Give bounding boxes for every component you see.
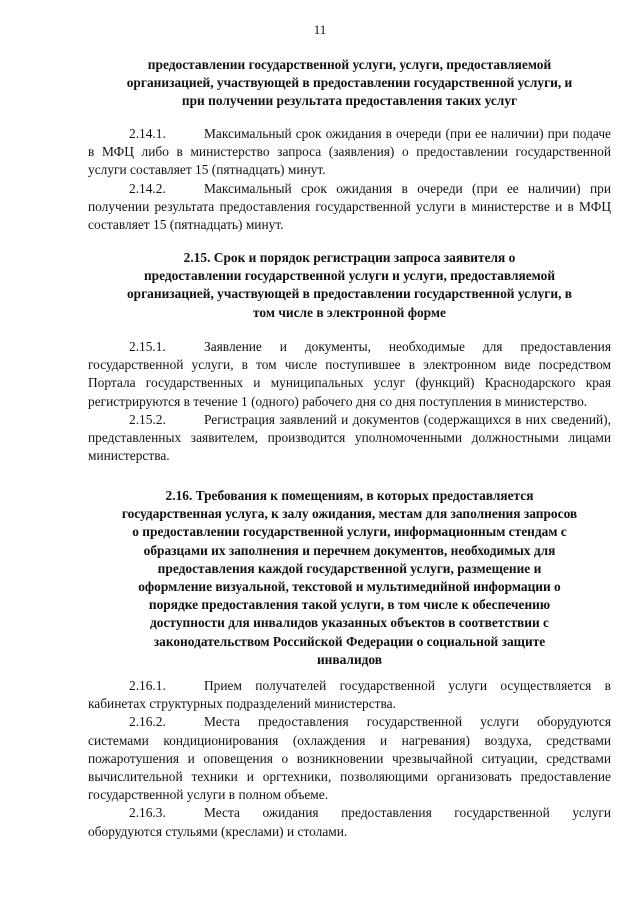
paragraph-number: 2.15.2. xyxy=(129,411,166,427)
paragraph-group-2-14 xyxy=(88,125,611,234)
paragraph-2-16-3 xyxy=(88,804,611,840)
heading-line: оформление визуальной, текстовой и мультимедийной информации о xyxy=(138,579,561,595)
paragraph-2-15-2 xyxy=(88,411,611,466)
heading-line: государственная услуга, к залу ожидания, местам для заполнения запросов xyxy=(121,506,578,522)
paragraph-number: 2.15.1. xyxy=(129,339,166,354)
paragraph-text: Места предоставления государственной услуги оборудуются системами кондиционирования (охлаждения и нагревания) воздуха, средствами пожаротушения и оповещения о возникновении чрезвычайной ситуации, средствами вычислительной техники и оргтехники, позволяющими организовать предоставление государственной услуги в полном объеме. xyxy=(88,714,611,803)
heading-line: предоставления каждой государственной услуги, размещение и xyxy=(157,560,542,576)
heading-line: образцами их заполнения и перечнем документов, необходимых для xyxy=(143,542,556,558)
heading-line: доступности для инвалидов указанных объектов в соответствии с xyxy=(150,615,549,631)
page-number: 11 xyxy=(313,22,327,37)
paragraph-text: Максимальный срок ожидания в очереди (при ее наличии) при подаче в МФЦ либо в министерство запроса (заявления) о предоставлении государственной услуги составляет 15 (пятнадцать) минут. xyxy=(88,126,611,178)
paragraph-text: Заявление и документы, необходимые для предоставления государственной услуги, в том числе поступившее в электронном виде посредством Портала государственных и муниципальных услуг (функций) Краснодарского края регистрируются в течение 1 (одного) рабочего дня со дня поступления в министерство. xyxy=(88,339,611,409)
heading-line: 2.16. Требования к помещениям, в которых предоставляется xyxy=(165,488,534,503)
heading-line: порядке предоставления такой услуги, в том числе к обеспечению xyxy=(148,597,551,613)
paragraph-number: 2.16.1. xyxy=(129,678,166,693)
paragraph-number: 2.14.1. xyxy=(129,126,166,141)
section-heading-2-16 xyxy=(88,487,611,669)
paragraph-group-2-15 xyxy=(88,338,611,465)
section-heading-2-15 xyxy=(88,249,611,322)
paragraph-2-15-1 xyxy=(88,338,611,411)
heading-line: предоставлении государственной услуги, услуги, предоставляемой xyxy=(147,57,552,72)
heading-line: организацией, участвующей в предоставлении государственной услуги, в xyxy=(126,286,573,302)
heading-line: при получении результата предоставления таких услуг xyxy=(181,93,518,109)
section-heading-2-14-continuation xyxy=(88,56,611,111)
paragraph-text: Места ожидания предоставления государственной услуги оборудуются стульями (креслами) и столами. xyxy=(88,805,611,839)
paragraph-2-14-2 xyxy=(88,180,611,235)
paragraph-2-16-2 xyxy=(88,713,611,804)
paragraph-number: 2.16.3. xyxy=(129,805,166,821)
heading-line: инвалидов xyxy=(316,651,383,667)
heading-line: 2.15. Срок и порядок регистрации запроса заявителя о xyxy=(183,250,516,265)
paragraph-2-14-1 xyxy=(88,125,611,180)
paragraph-number: 2.16.2. xyxy=(129,714,166,730)
paragraph-text: Регистрация заявлений и документов (содержащихся в них сведений), представленных заявителем, производится уполномоченными должностными лицами министерства. xyxy=(88,411,611,464)
heading-line: организацией, участвующей в предоставлении государственной услуги, и xyxy=(126,75,573,91)
paragraph-text: Максимальный срок ожидания в очереди (при ее наличии) при получении результата предоставления государственной услуги в министерстве и в МФЦ составляет 15 (пятнадцать) минут. xyxy=(88,180,611,233)
heading-line: законодательством Российской Федерации о социальной защите xyxy=(153,633,546,649)
paragraph-group-2-16 xyxy=(88,677,611,841)
paragraph-2-16-1 xyxy=(88,677,611,713)
heading-line: предоставлении государственной услуги и услуги, предоставляемой xyxy=(143,268,556,284)
heading-line: о предоставлении государственной услуги, информационным стендам с xyxy=(132,524,567,540)
paragraph-text: Прием получателей государственной услуги осуществляется в кабинетах структурных подразделений министерства. xyxy=(88,678,611,712)
paragraph-number: 2.14.2. xyxy=(129,180,166,196)
heading-line: том числе в электронной форме xyxy=(253,304,446,320)
